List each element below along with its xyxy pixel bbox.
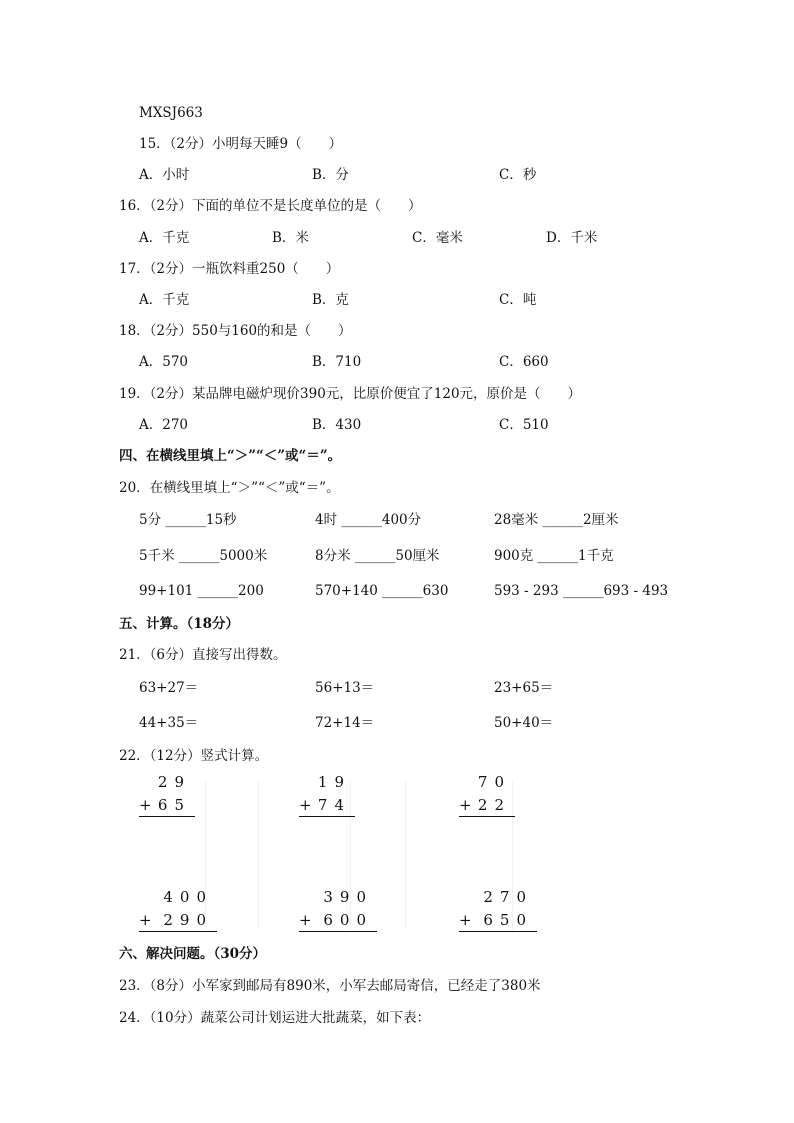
q16-option-a[interactable]: A．千克: [139, 230, 190, 246]
q21-stem: 21．（6分）直接写出得数。: [119, 647, 287, 663]
scan-artifact-line: [258, 780, 259, 930]
vertical-calc-5: [299, 888, 373, 934]
q20-item: 4时 ______400分: [315, 512, 422, 528]
calc-underline: [139, 816, 195, 817]
q22-stem: 22．（12分）竖式计算。: [119, 748, 269, 764]
q20-item: 8分米 ______50厘米: [315, 548, 440, 564]
q21-item: 44+35＝: [139, 715, 199, 731]
header-code: MXSJ663: [139, 105, 203, 121]
q19-stem: 19．（2分）某品牌电磁炉现价390元，比原价便宜了120元，原价是（ ）: [119, 386, 582, 402]
section-6-title: 六、解决问题。（30分）: [119, 946, 267, 962]
calc-bottom-number: 65: [157, 796, 191, 814]
q18-option-a[interactable]: A．570: [139, 354, 189, 370]
q20-item: 5分 ______15秒: [139, 512, 237, 528]
q19-option-c[interactable]: C．510: [499, 417, 549, 433]
calc-top-number: 29: [157, 773, 191, 791]
q15-stem: 15．（2分）小明每天睡9（ ）: [139, 136, 343, 152]
plus-sign: +: [299, 796, 312, 814]
q21-item: 72+14＝: [315, 715, 375, 731]
q17-stem: 17．（2分）一瓶饮料重250（ ）: [119, 261, 340, 277]
calc-underline: [459, 931, 537, 932]
q15-option-c[interactable]: C．秒: [499, 167, 537, 183]
q24-stem: 24．（10分）蔬菜公司计划运进大批蔬菜，如下表：: [119, 1010, 431, 1026]
q18-stem: 18．（2分）550与160的和是（ ）: [119, 323, 352, 339]
plus-sign: +: [139, 911, 152, 929]
q21-item: 56+13＝: [315, 680, 375, 696]
q21-item: 50+40＝: [494, 715, 554, 731]
calc-bottom-number: 74: [317, 796, 351, 814]
q18-option-c[interactable]: C．660: [499, 354, 549, 370]
plus-sign: +: [299, 911, 312, 929]
calc-top-number: 270: [483, 888, 533, 906]
calc-top-number: 400: [163, 888, 213, 906]
q17-option-a[interactable]: A．千克: [139, 292, 190, 308]
q20-stem: 20．在横线里填上“＞”“＜”或“＝”。: [119, 480, 340, 496]
q20-item: 5千米 ______5000米: [139, 548, 268, 564]
vertical-calc-1: [139, 773, 191, 819]
plus-sign: +: [459, 796, 472, 814]
vertical-calc-2: [299, 773, 351, 819]
q23-stem: 23．（8分）小军家到邮局有890米，小军去邮局寄信，已经走了380米: [119, 978, 541, 994]
q18-option-b[interactable]: B．710: [312, 354, 362, 370]
q21-item: 63+27＝: [139, 680, 199, 696]
section-5-title: 五、计算。（18分）: [119, 616, 240, 632]
q17-option-c[interactable]: C．吨: [499, 292, 537, 308]
vertical-calc-4: [139, 888, 213, 934]
q20-item: 593 - 293 ______693 - 493: [494, 583, 669, 599]
q20-item: 900克 ______1千克: [494, 548, 614, 564]
q15-option-a[interactable]: A．小时: [139, 167, 190, 183]
calc-underline: [299, 816, 355, 817]
calc-top-number: 390: [323, 888, 373, 906]
calc-underline: [139, 931, 217, 932]
q16-option-d[interactable]: D．千米: [546, 230, 598, 246]
calc-underline: [299, 931, 377, 932]
plus-sign: +: [459, 911, 472, 929]
q16-option-c[interactable]: C．毫米: [412, 230, 463, 246]
calc-top-number: 70: [477, 773, 511, 791]
calc-bottom-number: 22: [477, 796, 511, 814]
q20-item: 28毫米 ______2厘米: [494, 512, 619, 528]
vertical-calc-3: [459, 773, 511, 819]
q20-item: 570+140 ______630: [315, 583, 449, 599]
q17-option-b[interactable]: B．克: [312, 292, 349, 308]
q21-item: 23+65＝: [494, 680, 554, 696]
q16-stem: 16．（2分）下面的单位不是长度单位的是（ ）: [119, 198, 422, 214]
plus-sign: +: [139, 796, 152, 814]
q19-option-b[interactable]: B．430: [312, 417, 362, 433]
calc-underline: [459, 816, 515, 817]
section-4-title: 四、在横线里填上“＞”“＜”或“＝”。: [119, 448, 342, 464]
calc-bottom-number: 290: [163, 911, 213, 929]
calc-bottom-number: 650: [483, 911, 533, 929]
calc-bottom-number: 600: [323, 911, 373, 929]
vertical-calc-6: [459, 888, 533, 934]
q15-option-b[interactable]: B．分: [312, 167, 349, 183]
scan-artifact-line: [405, 780, 406, 930]
q20-item: 99+101 ______200: [139, 583, 264, 599]
q19-option-a[interactable]: A．270: [139, 417, 189, 433]
q16-option-b[interactable]: B．米: [272, 230, 309, 246]
calc-top-number: 19: [317, 773, 351, 791]
